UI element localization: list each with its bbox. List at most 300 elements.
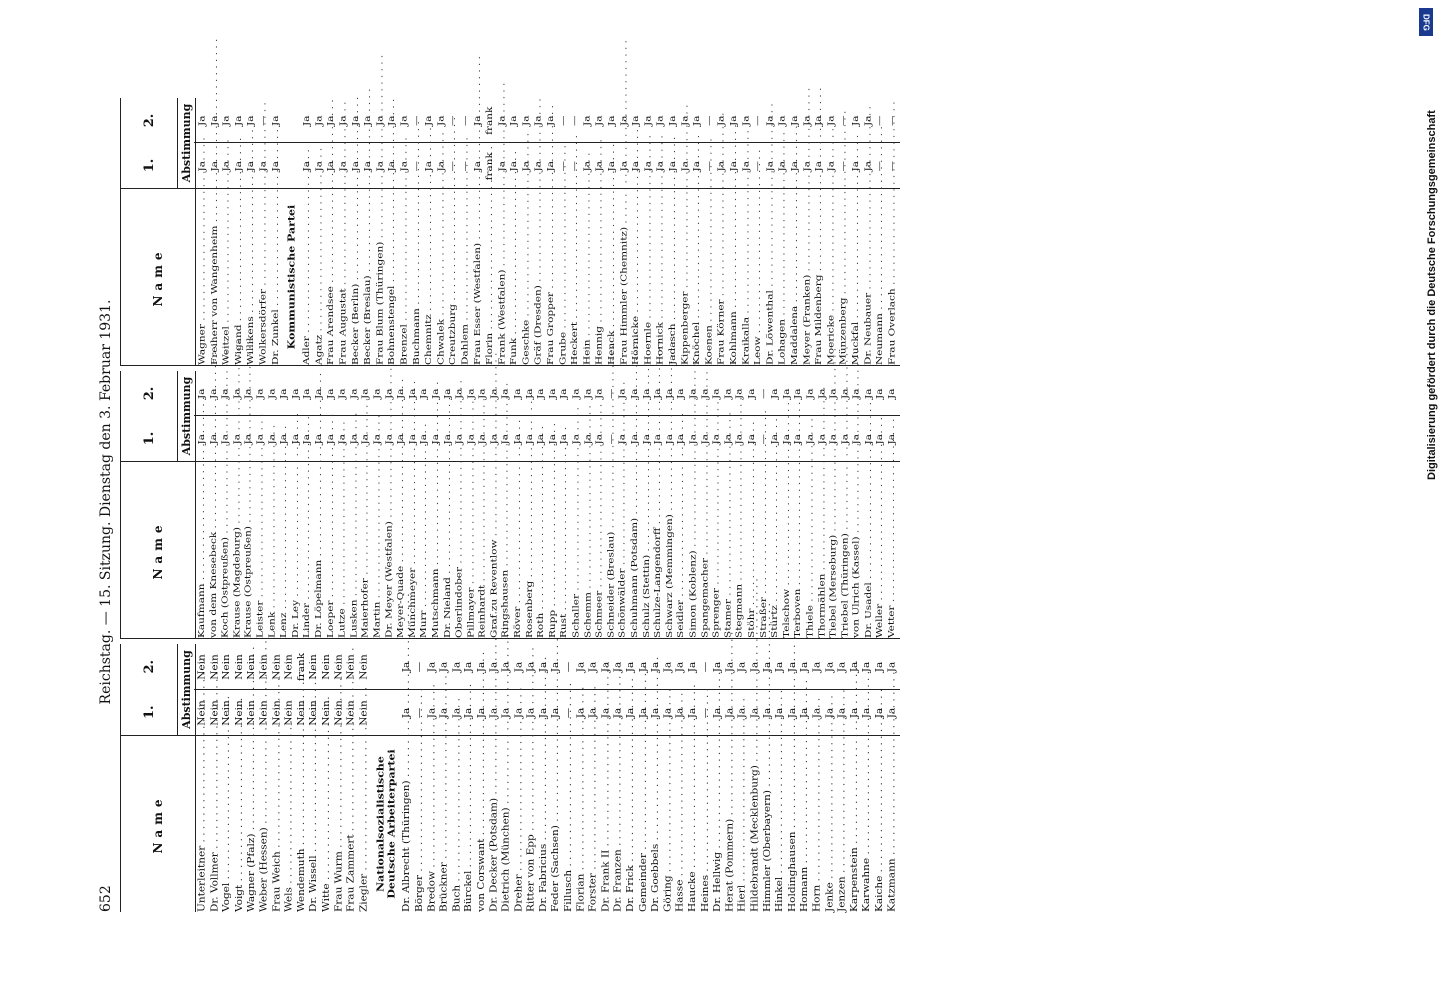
vote-1: Ja: [777, 161, 788, 172]
vote-2: Ja: [571, 388, 581, 399]
name-header: Name: [151, 520, 165, 580]
vote-2: Ja: [401, 661, 412, 673]
table-row: [313, 371, 325, 638]
member-name: Stegmann . . .: [736, 462, 744, 638]
table-row: [715, 98, 727, 365]
vote-1: Ja: [245, 161, 256, 172]
vote-2: Ja: [383, 388, 394, 399]
member-name: Meyer-Quade . . .: [396, 462, 404, 638]
vote-1: Nein: [296, 700, 307, 726]
table-row: [313, 98, 325, 365]
vote-2: Ja: [687, 661, 698, 673]
table-row: [271, 644, 283, 912]
vote-2: Ja: [688, 388, 698, 399]
vote-2: Nein: [271, 654, 282, 680]
table-row: [666, 98, 678, 365]
member-name: Wagner . . .: [198, 189, 207, 365]
vote-1: Ja: [652, 434, 663, 445]
table-row: [295, 644, 307, 912]
vote-2: Ja: [243, 388, 254, 399]
table-row: [863, 371, 875, 638]
table-row: [520, 98, 532, 365]
table-row: [873, 644, 885, 912]
table-row: [769, 371, 781, 638]
vote-column-1: [120, 644, 900, 912]
table-row: [545, 98, 557, 365]
vote-2: Ja: [637, 661, 649, 673]
member-name: Schönwälder . . .: [619, 462, 627, 638]
vote-column-2: [120, 371, 900, 639]
vote2-header: 2.: [141, 386, 157, 401]
vote-2: Ja: [559, 388, 570, 399]
member-name: Becker (Berlin) . . .: [351, 189, 360, 365]
vote-1: Ja: [667, 161, 678, 172]
vote-2: Ja: [699, 388, 710, 399]
vote-1: Ja: [679, 161, 690, 172]
member-name: Buch . . .: [452, 736, 461, 912]
vote-2: Ja: [886, 388, 897, 399]
vote-2: Ja: [267, 388, 277, 399]
vote-2: Ja: [774, 661, 785, 673]
vote-1: —: [700, 707, 711, 719]
table-row: [360, 371, 372, 638]
vote-2: Ja: [221, 115, 232, 126]
table-row: [453, 371, 465, 638]
column-header: [120, 644, 196, 912]
vote-1: —: [838, 161, 849, 172]
member-name: Kaufmann . . .: [198, 462, 206, 638]
vote-2: Ja: [372, 388, 382, 399]
vote-2: Ja: [581, 115, 593, 126]
table-row: [374, 98, 386, 365]
vote-1: Ja: [863, 434, 874, 445]
member-name: Frau Himmler (Chemnitz) . . .: [619, 189, 628, 365]
vote-1: Ja: [699, 434, 710, 445]
vote-2: Ja: [618, 115, 629, 126]
table-row: [196, 644, 208, 912]
member-name: Frau Wurm . . .: [335, 736, 344, 912]
vote-1: Ja: [533, 161, 544, 172]
vote-2: Ja: [423, 115, 434, 126]
vote-1: —: [460, 161, 471, 172]
table-row: [358, 644, 370, 912]
table-row: [500, 644, 512, 912]
vote-2: Ja: [789, 115, 800, 126]
member-name: Ringshausen . . .: [502, 462, 510, 638]
member-name: Fillusch . . .: [564, 736, 573, 912]
table-row: [828, 371, 840, 638]
table-row: [687, 371, 699, 638]
vote-1: Ja: [208, 434, 219, 445]
vote-2: Ja: [850, 115, 861, 126]
rotated-page: [90, 92, 1330, 912]
table-row: [886, 98, 898, 365]
vote-1: Ja: [600, 707, 611, 719]
vote-1: —: [414, 707, 425, 719]
table-row: [308, 644, 320, 912]
table-row: [575, 644, 587, 912]
member-name: Schulze-Langendorff . . .: [654, 462, 662, 638]
member-name: Schuhmann (Potsdam) . . .: [630, 462, 638, 638]
vote-1: Ja: [828, 434, 838, 445]
member-name: Stöhr . . .: [747, 462, 755, 638]
vote-2: Ja: [875, 388, 885, 399]
vote-1: Ja: [789, 161, 800, 172]
vote-column-3: [120, 98, 900, 366]
table-row: [496, 98, 508, 365]
table-row: [325, 371, 337, 638]
vote-1: Ja: [489, 434, 499, 445]
vote-1: Ja: [270, 161, 281, 172]
member-name: Gräf (Dresden) . . .: [534, 189, 543, 365]
vote-2: Ja: [811, 661, 823, 673]
vote-2: Ja: [233, 115, 244, 126]
vote-2: —: [411, 115, 422, 126]
vote-1: Ja: [233, 161, 244, 172]
table-row: [463, 644, 475, 912]
vote-1: Ja: [642, 161, 653, 172]
vote-2: Ja: [496, 115, 507, 126]
vote-1: Ja: [438, 707, 450, 719]
member-name: Maierhofer . . .: [361, 462, 369, 638]
member-name: von dem Knesebeck . . .: [209, 462, 217, 638]
table-row: [550, 644, 562, 912]
vote-2: Ja: [386, 115, 397, 126]
vote-1: Ja: [664, 434, 675, 445]
table-row: [593, 98, 605, 365]
vote-2: Ja: [675, 661, 686, 673]
vote-1: Ja: [395, 434, 406, 445]
table-row: [612, 644, 624, 912]
vote-1: Ja: [799, 707, 810, 719]
vote-1: Ja: [655, 161, 666, 172]
member-name: Dreher . . .: [514, 736, 523, 912]
table-row: [801, 98, 813, 365]
table-row: [734, 371, 746, 638]
vote-2: Ja: [861, 661, 872, 673]
vote-1: Ja: [501, 707, 512, 719]
vote-2: Ja: [278, 388, 289, 399]
vote-1: Ja: [781, 434, 792, 445]
vote-2: —: [752, 115, 763, 126]
vote-2: Ja: [840, 388, 850, 399]
vote-1: Ja: [629, 434, 640, 445]
vote-1: Ja: [278, 434, 289, 445]
vote-2: Ja: [488, 661, 499, 673]
member-name: Weitzel . . .: [222, 189, 231, 365]
vote-2: Ja: [769, 388, 780, 399]
table-row: [208, 98, 220, 365]
vote-1: Ja: [255, 434, 265, 445]
vote-1: Nein: [358, 700, 369, 726]
vote-2: Ja: [711, 388, 722, 399]
member-name: Horn . . .: [813, 736, 822, 912]
vote-2: —: [563, 661, 574, 673]
table-row: [371, 371, 383, 638]
member-name: Dr. Franzen . . .: [614, 736, 623, 912]
member-name: Leow . . .: [754, 189, 763, 365]
vote-1: Ja: [886, 434, 897, 445]
table-row: [675, 371, 687, 638]
column-header: [120, 371, 196, 638]
table-row: [221, 644, 233, 912]
table-row: [532, 98, 544, 365]
vote-2: Ja: [374, 115, 385, 126]
vote-1: Ja: [712, 707, 723, 719]
table-row: [727, 98, 739, 365]
vote-1: Ja: [836, 707, 848, 719]
vote-2: Ja: [525, 661, 537, 673]
vote-1: Ja: [825, 161, 836, 172]
vote-1: Ja: [508, 161, 519, 172]
vote-1: Ja: [618, 161, 629, 172]
vote-1: Ja: [851, 434, 862, 445]
vote-1: Ja: [716, 161, 727, 172]
vote-1: Ja: [769, 434, 780, 445]
member-name: Reinhardt . . .: [478, 462, 486, 638]
table-row: [208, 644, 220, 912]
vote-1: Ja: [850, 161, 861, 172]
vote-1: Ja: [267, 434, 277, 445]
member-name: Telschow . . .: [782, 462, 790, 638]
vote-2: Ja: [290, 388, 301, 399]
vote-2: Ja: [476, 661, 487, 673]
vote-1: Ja: [886, 707, 897, 719]
member-name: Neumann . . .: [876, 189, 885, 365]
vote-1: Ja: [612, 707, 624, 719]
vote-2: Ja: [740, 115, 751, 126]
vote-2: Ja: [465, 388, 476, 399]
table-row: [799, 644, 811, 912]
member-name: Brenzel . . .: [400, 189, 409, 365]
member-name: Straßer . . .: [759, 462, 767, 638]
table-row: [208, 371, 220, 638]
member-name: Haucke . . .: [688, 736, 697, 912]
table-row: [386, 98, 398, 365]
vote-2: Ja: [521, 115, 532, 126]
vote-2: Ja: [625, 661, 636, 673]
member-name: Linder . . .: [303, 462, 311, 638]
vote-1: Nein: [246, 700, 257, 726]
table-row: [594, 371, 606, 638]
table-row: [269, 98, 281, 365]
member-name: Hörnicke . . .: [632, 189, 641, 365]
vote-1: Ja: [348, 434, 359, 445]
vote-1: —: [411, 161, 422, 172]
table-row: [722, 371, 734, 638]
vote-2: Ja: [813, 115, 824, 126]
vote-2: Ja: [313, 388, 324, 399]
table-row: [776, 98, 788, 365]
member-name: Dr. Frick . . .: [626, 736, 635, 912]
table-row: [699, 644, 711, 912]
vote-rows: [196, 371, 898, 638]
vote-2: Ja: [196, 115, 207, 126]
vote-1: Nein: [346, 700, 357, 726]
vote-2: Ja: [302, 388, 312, 399]
table-row: [484, 98, 496, 365]
vote1-header: 1.: [141, 431, 157, 446]
member-name: Tiebel (Merseburg) . . .: [829, 462, 837, 638]
vote-2: Nein: [209, 654, 220, 680]
table-row: [523, 371, 535, 638]
table-row: [874, 371, 886, 638]
vote-label: Abstimmung: [177, 644, 195, 735]
vote-2: Ja: [360, 388, 371, 399]
vote-2: —: [838, 115, 849, 126]
member-name: Schneider (Breslau) . . .: [607, 462, 615, 638]
vote-2: Ja: [762, 661, 773, 673]
vote-2: Ja: [824, 661, 835, 673]
member-name: Jenzen . . .: [838, 736, 847, 912]
member-name: Frau Weich . . .: [272, 736, 281, 912]
table-row: [254, 371, 266, 638]
member-name: Voigt . . .: [235, 736, 244, 912]
member-name: Frau Gropper . . .: [546, 189, 555, 365]
member-name: Weber (Hessen) . . .: [260, 736, 269, 912]
member-name: Hildebrandt (Mecklenburg) . . .: [751, 736, 760, 912]
member-name: Kohlmann . . .: [729, 189, 738, 365]
table-row: [606, 98, 618, 365]
table-row: [811, 644, 823, 912]
vote-2: Ja: [606, 115, 617, 126]
table-row: [246, 644, 258, 912]
member-name: Dr. Ley . . .: [291, 462, 299, 638]
vote-2: —: [557, 115, 568, 126]
vote-1: Ja: [849, 707, 860, 719]
member-name: Graf zu Reventlow . . .: [490, 462, 498, 638]
member-name: Freiherr von Wangenheim . . .: [210, 189, 219, 365]
vote-1: Nein: [259, 700, 270, 726]
vote-1: Ja: [372, 434, 382, 445]
dfg-logo: DFG: [1419, 8, 1433, 36]
vote-1: Ja: [662, 707, 673, 719]
vote-2: Ja: [524, 388, 534, 399]
vote-2: —: [569, 115, 580, 126]
vote-2: Ja: [676, 388, 686, 399]
vote-2: Ja: [395, 388, 406, 399]
vote-2: Ja: [451, 661, 462, 673]
vote-2: Ja: [652, 388, 663, 399]
vote-2: Ja: [407, 388, 417, 399]
vote-2: Ja: [538, 661, 549, 673]
table-row: [823, 644, 835, 912]
member-name: Frau Mildenberg . . .: [815, 189, 824, 365]
member-name: Forster . . .: [589, 736, 598, 912]
vote-1: Ja: [496, 161, 507, 172]
member-name: Vetter . . .: [888, 462, 896, 638]
vote-1: Ja: [675, 707, 686, 719]
member-name: Oberlindober . . .: [455, 462, 463, 638]
vote-1: Ja: [723, 434, 733, 445]
vote-1: Ja: [811, 707, 823, 719]
member-name: Dr. Löwenthal . . .: [766, 189, 775, 365]
table-row: [278, 371, 290, 638]
vote-1: —: [758, 434, 768, 445]
digitization-credit: Digitalisierung gefördert durch die Deutsche Forschungsgemeinschaft: [1426, 110, 1438, 480]
table-row: [740, 98, 752, 365]
vote-1: Ja: [399, 161, 410, 172]
table-row: [752, 98, 764, 365]
vote-2: Ja: [724, 661, 736, 673]
vote-2: —: [606, 388, 616, 399]
table-row: [587, 644, 599, 912]
vote-2: Nein: [358, 654, 369, 680]
table-row: [231, 371, 243, 638]
vote-2: Ja: [399, 115, 410, 126]
member-name: Krause (Ostpreußen) . . .: [244, 462, 252, 638]
vote-label: Abstimmung: [177, 98, 195, 188]
vote-2: Ja: [836, 661, 848, 673]
vote-2: —: [886, 115, 897, 126]
table-row: [618, 98, 630, 365]
vote-2: —: [460, 115, 471, 126]
name-header: Name: [151, 794, 165, 854]
vote-1: —: [563, 707, 574, 719]
table-row: [781, 371, 793, 638]
vote-1: Ja: [793, 434, 803, 445]
member-name: Koch (Ostpreußen) . . .: [221, 462, 229, 638]
vote-1: Ja: [465, 434, 476, 445]
vote-2: Ja: [630, 115, 641, 126]
vote-1: Ja: [641, 434, 651, 445]
vote-2: Ja: [501, 661, 512, 673]
vote-1: Ja: [724, 707, 736, 719]
table-row: [886, 371, 898, 638]
table-row: [617, 371, 629, 638]
table-row: [196, 371, 208, 638]
member-name: Frau Esser (Westfalen) . . .: [473, 189, 482, 365]
member-name: Wagner (Pfalz) . . .: [247, 736, 256, 912]
table-row: [395, 371, 407, 638]
vote-2: Ja: [508, 115, 519, 126]
table-row: [849, 98, 861, 365]
table-row: [629, 371, 641, 638]
table-row: [283, 644, 295, 912]
member-name: Ritter von Epp . . .: [527, 736, 536, 912]
table-row: [746, 371, 758, 638]
vote-1: Ja: [687, 707, 698, 719]
vote-2: Nein: [333, 654, 344, 680]
member-name: Pillmayer . . .: [467, 462, 475, 638]
vote-2: Ja: [472, 115, 483, 126]
member-name: Bredow . . .: [427, 736, 436, 912]
vote-2: frank: [296, 652, 307, 682]
member-name: Geschke . . .: [522, 189, 531, 365]
table-row: [851, 371, 863, 638]
vote-1: Ja: [472, 161, 483, 172]
member-name: Thiele . . .: [806, 462, 814, 638]
member-name: Karpenstein . . .: [850, 736, 859, 912]
vote-1: Ja: [691, 161, 702, 172]
vote-1: Ja: [430, 434, 441, 445]
vote-2: —: [703, 115, 714, 126]
vote-2: Ja: [664, 388, 675, 399]
table-row: [525, 644, 537, 912]
vote-1: Ja: [787, 707, 798, 719]
vote-1: —: [886, 161, 897, 172]
vote-2: Ja: [816, 388, 827, 399]
vote-2: Ja: [435, 115, 446, 126]
vote-1: Ja: [435, 161, 446, 172]
member-name: Dr. Goebbels . . .: [651, 736, 660, 912]
member-name: Katzmann . . .: [887, 736, 896, 912]
vote-2: Ja: [500, 388, 511, 399]
member-name: Lohagen . . .: [778, 189, 787, 365]
vote-1: Nein: [321, 700, 332, 726]
vote-2: Ja: [209, 115, 220, 126]
member-name: Kippenberger . . .: [680, 189, 689, 365]
